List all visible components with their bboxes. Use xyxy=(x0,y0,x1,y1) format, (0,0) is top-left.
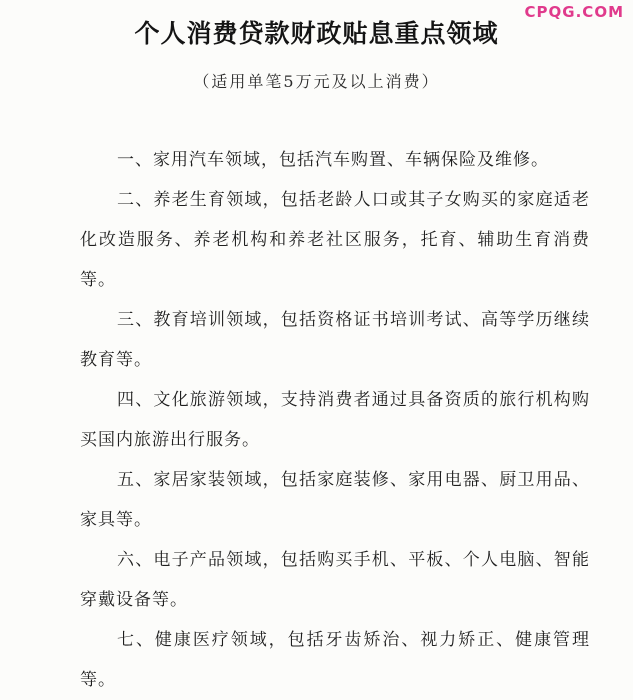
document-subtitle: （适用单笔5万元及以上消费） xyxy=(193,72,440,91)
list-item-home-furnishing: 五、家居家装领域，包括家庭装修、家用电器、厨卫用品、家具等。 xyxy=(80,470,590,530)
list-item-tourism: 四、文化旅游领域，支持消费者通过具备资质的旅行机构购买国内旅游出行服务。 xyxy=(80,390,590,450)
list-item-education: 三、教育培训领域，包括资格证书培训考试、高等学历继续教育等。 xyxy=(80,310,590,370)
list-item-automobile: 一、家用汽车领域，包括汽车购置、车辆保险及维修。 xyxy=(117,150,549,170)
list-item-healthcare: 七、健康医疗领域，包括牙齿矫治、视力矫正、健康管理等。 xyxy=(80,630,590,690)
document-title: 个人消费贷款财政贴息重点领域 xyxy=(134,19,499,48)
watermark: CPQG.COM xyxy=(524,3,624,21)
list-item-electronics: 六、电子产品领域，包括购买手机、平板、个人电脑、智能穿戴设备等。 xyxy=(80,550,590,610)
list-item-elderly-care: 二、养老生育领域，包括老龄人口或其子女购买的家庭适老化改造服务、养老机构和养老社区服务，托育、辅助生育消费等。 xyxy=(80,190,590,290)
document-body xyxy=(80,140,590,700)
